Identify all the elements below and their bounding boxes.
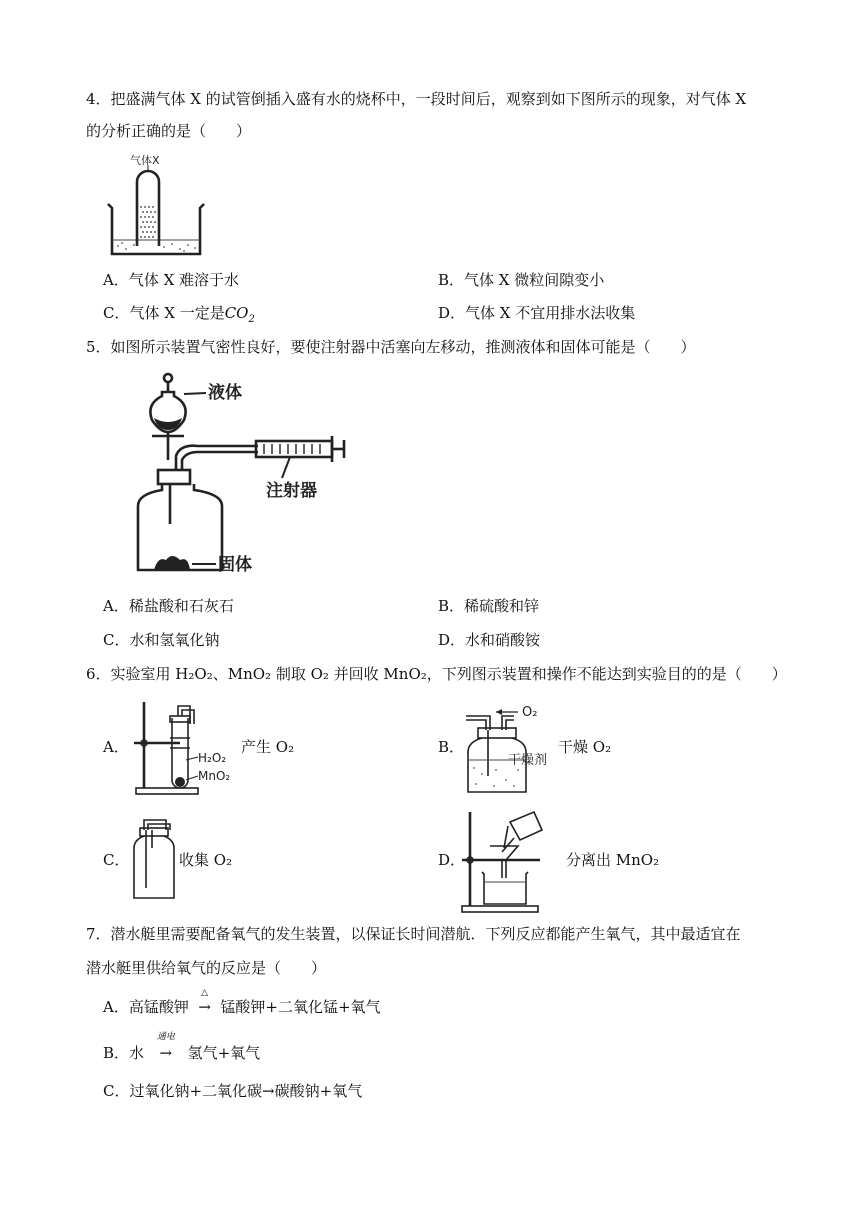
heat-condition: △ xyxy=(201,988,209,998)
o2-label: O₂ xyxy=(522,705,538,720)
mno2-label: MnO₂ xyxy=(198,769,231,783)
product: 锰酸钾+二氧化锰+氧气 xyxy=(220,998,381,1016)
option-text: 气体 X 一定是 xyxy=(129,304,225,322)
electrolysis-condition: 通电 xyxy=(156,1032,175,1042)
q6-option-b-key[interactable]: B． xyxy=(438,738,465,756)
option-key: B． xyxy=(438,597,465,615)
q7-stem-line2: 潜水艇里供给氧气的反应是（ ） xyxy=(86,959,327,977)
liquid-label: 液体 xyxy=(208,383,242,403)
option-key: B． xyxy=(103,1044,130,1062)
option-text: 气体 X 难溶于水 xyxy=(128,271,240,289)
q6-option-b-caption: 干燥 O₂ xyxy=(558,738,612,756)
desiccant-label: 干燥剂 xyxy=(508,753,548,768)
q5-figure xyxy=(132,374,357,579)
q4-figure xyxy=(100,152,210,262)
beaker-test-tube-diagram xyxy=(100,152,210,262)
q6-option-c-caption: 收集 O₂ xyxy=(179,851,233,869)
q6-option-a-key[interactable]: A． xyxy=(103,738,129,756)
product: 氢气+氧气 xyxy=(187,1044,261,1062)
filtration-diagram xyxy=(456,808,556,914)
q4-option-b[interactable] xyxy=(438,270,604,290)
option-key: C． xyxy=(103,631,130,649)
arrow-icon: → xyxy=(198,998,211,1016)
q7-option-a[interactable] xyxy=(103,988,381,1017)
q6-option-d-caption: 分离出 MnO₂ xyxy=(566,851,660,869)
solid-label: 固体 xyxy=(218,555,252,575)
option-text: 过氧化钠+二氧化碳→碳酸钠+氧气 xyxy=(129,1082,363,1100)
gas-collecting-bottle-diagram xyxy=(130,816,180,900)
reactant: 高锰酸钾 xyxy=(128,998,189,1016)
option-key: C． xyxy=(103,304,130,322)
q4-option-a[interactable] xyxy=(103,270,239,290)
option-key: A． xyxy=(103,998,129,1016)
q4-figure-label: 气体X xyxy=(130,154,160,167)
option-key: C． xyxy=(103,1082,130,1100)
co2-subscript: 2 xyxy=(248,314,255,325)
q6-option-a-caption: 产生 O₂ xyxy=(241,738,295,756)
q7-stem-line1: 7．潜水艇里需要配备氧气的发生装置，以保证长时间潜航．下列反应都能产生氧气，其中最适宜在 xyxy=(86,925,741,943)
q6-option-c-figure xyxy=(130,816,180,900)
option-key: A． xyxy=(103,597,129,615)
q7-option-b[interactable] xyxy=(103,1032,261,1063)
q7-option-c[interactable] xyxy=(103,1081,362,1101)
q5-stem-line1: 5．如图所示装置气密性良好，要使注射器中活塞向左移动，推测液体和固体可能是（ ） xyxy=(86,338,696,356)
reactant: 水 xyxy=(129,1044,145,1062)
co2-formula: CO xyxy=(224,304,249,322)
q6-option-c-key[interactable]: C． xyxy=(103,851,130,869)
q4-stem-line1: 4．把盛满气体 X 的试管倒插入盛有水的烧杯中，一段时间后，观察到如下图所示的现象，对气体 X xyxy=(86,90,747,108)
q4-stem-line2: 的分析正确的是（ ） xyxy=(86,122,252,140)
option-text: 水和硝酸铵 xyxy=(465,631,541,649)
flask-syringe-diagram xyxy=(132,374,357,579)
option-key: B． xyxy=(438,271,465,289)
option-text: 稀盐酸和石灰石 xyxy=(128,597,234,615)
option-key: D． xyxy=(438,304,466,322)
reaction-arrow xyxy=(194,988,216,1017)
q6-option-d-key[interactable]: D． xyxy=(438,851,466,869)
q6-option-a-figure xyxy=(128,700,248,796)
option-key: A． xyxy=(103,271,129,289)
h2o2-label: H₂O₂ xyxy=(198,751,227,765)
arrow-icon: → xyxy=(159,1044,173,1062)
option-text: 水和氢氧化钠 xyxy=(129,631,220,649)
q6-stem-line1: 6．实验室用 H₂O₂、MnO₂ 制取 O₂ 并回收 MnO₂，下列图示装置和操作不能达到实验目的的是（ ） xyxy=(86,665,787,683)
test-tube-stand-diagram xyxy=(128,700,248,796)
q6-option-d-figure xyxy=(456,808,556,914)
q5-option-c[interactable] xyxy=(103,630,220,650)
q5-option-a[interactable] xyxy=(103,596,234,616)
q4-option-d[interactable] xyxy=(438,303,635,323)
option-text: 稀硫酸和锌 xyxy=(464,597,540,615)
reaction-arrow xyxy=(149,1032,183,1063)
option-key: D． xyxy=(438,631,466,649)
q5-option-d[interactable] xyxy=(438,630,540,650)
q4-option-c[interactable] xyxy=(103,303,255,330)
syringe-label: 注射器 xyxy=(266,481,317,501)
q5-option-b[interactable] xyxy=(438,596,539,616)
option-text: 气体 X 微粒间隙变小 xyxy=(464,271,605,289)
option-text: 气体 X 不宜用排水法收集 xyxy=(465,304,636,322)
